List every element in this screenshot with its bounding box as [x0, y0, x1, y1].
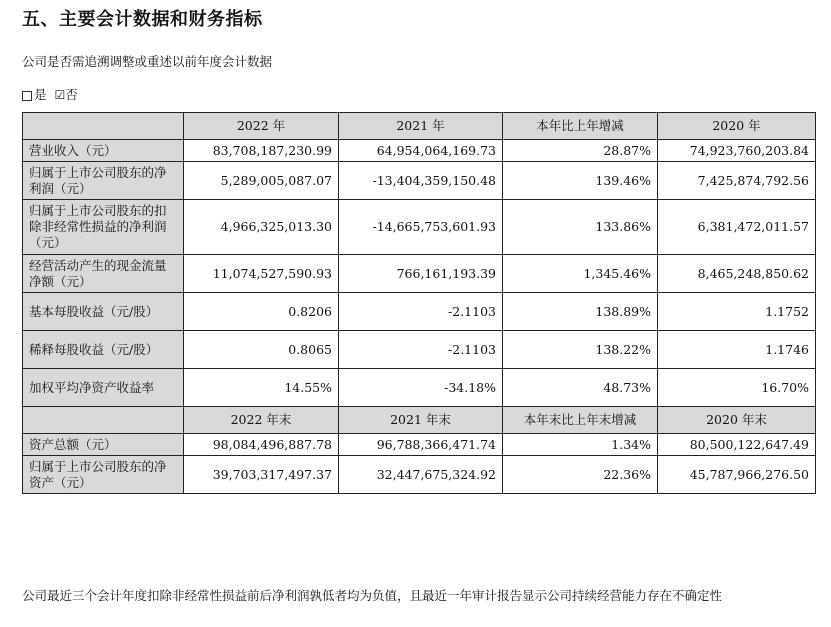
table-row [23, 293, 816, 331]
column-header: 本年末比上年末增减 [503, 407, 658, 434]
column-header: 2021 年 [339, 113, 503, 140]
table-cell: 45,787,966,276.50 [658, 456, 816, 494]
option-no-label: 否 [65, 87, 78, 102]
column-header [23, 407, 184, 434]
footnote: 公司最近三个会计年度扣除非经常性损益前后净利润孰低者均为负值，且最近一年审计报告显示公司持续经营能力存在不确定性 [22, 588, 723, 603]
table-row [23, 200, 816, 255]
table-cell: 11,074,527,590.93 [184, 255, 339, 293]
table-cell: 8,465,248,850.62 [658, 255, 816, 293]
table-cell: 64,954,064,169.73 [339, 140, 503, 162]
row-label: 归属于上市公司股东的扣除非经常性损益的净利润（元） [23, 200, 184, 255]
table2-header-row [23, 407, 816, 434]
checked-box-icon[interactable]: ☑ [54, 88, 66, 102]
unchecked-box-icon[interactable] [22, 91, 32, 101]
row-label: 基本每股收益（元/股） [23, 293, 184, 331]
row-label: 归属于上市公司股东的净资产（元） [23, 456, 184, 494]
table-cell: 138.22% [503, 331, 658, 369]
table1-header-row [23, 113, 816, 140]
table-row [23, 434, 816, 456]
column-header: 2021 年末 [339, 407, 503, 434]
section-title: 五、主要会计数据和财务指标 [22, 9, 263, 30]
table-cell: 83,708,187,230.99 [184, 140, 339, 162]
column-header: 本年比上年增减 [503, 113, 658, 140]
table-cell: 16.70% [658, 369, 816, 407]
row-label: 归属于上市公司股东的净利润（元） [23, 162, 184, 200]
table-row [23, 369, 816, 407]
table-cell: 1.1746 [658, 331, 816, 369]
table-cell: 96,788,366,471.74 [339, 434, 503, 456]
table-cell: 5,289,005,087.07 [184, 162, 339, 200]
table-cell: 32,447,675,324.92 [339, 456, 503, 494]
table-cell: 1,345.46% [503, 255, 658, 293]
table-cell: -14,665,753,601.93 [339, 200, 503, 255]
table-cell: 1.34% [503, 434, 658, 456]
column-header [23, 113, 184, 140]
table-cell: 39,703,317,497.37 [184, 456, 339, 494]
option-yes-label: 是 [34, 87, 47, 102]
table-cell: 6,381,472,011.57 [658, 200, 816, 255]
table-cell: -2.1103 [339, 331, 503, 369]
financial-indicators-table [22, 112, 816, 494]
table-cell: 22.36% [503, 456, 658, 494]
table-cell: -34.18% [339, 369, 503, 407]
table-row [23, 140, 816, 162]
table-cell: 4,966,325,013.30 [184, 200, 339, 255]
table-cell: 74,923,760,203.84 [658, 140, 816, 162]
table-row [23, 255, 816, 293]
table-cell: -2.1103 [339, 293, 503, 331]
retro-adjust-options [22, 85, 78, 103]
retro-adjust-question: 公司是否需追溯调整或重述以前年度会计数据 [22, 54, 273, 69]
table-cell: 766,161,193.39 [339, 255, 503, 293]
column-header: 2022 年末 [184, 407, 339, 434]
table-cell: -13,404,359,150.48 [339, 162, 503, 200]
table-cell: 0.8206 [184, 293, 339, 331]
table-cell: 28.87% [503, 140, 658, 162]
table-cell: 1.1752 [658, 293, 816, 331]
table-cell: 80,500,122,647.49 [658, 434, 816, 456]
table-row [23, 456, 816, 494]
table-cell: 133.86% [503, 200, 658, 255]
column-header: 2020 年末 [658, 407, 816, 434]
row-label: 经营活动产生的现金流量净额（元） [23, 255, 184, 293]
table-cell: 0.8065 [184, 331, 339, 369]
table-row [23, 162, 816, 200]
row-label: 加权平均净资产收益率 [23, 369, 184, 407]
table-row [23, 331, 816, 369]
table-cell: 139.46% [503, 162, 658, 200]
table-cell: 98,084,496,887.78 [184, 434, 339, 456]
table-cell: 14.55% [184, 369, 339, 407]
table-cell: 138.89% [503, 293, 658, 331]
column-header: 2020 年 [658, 113, 816, 140]
row-label: 营业收入（元） [23, 140, 184, 162]
row-label: 稀释每股收益（元/股） [23, 331, 184, 369]
table-cell: 7,425,874,792.56 [658, 162, 816, 200]
row-label: 资产总额（元） [23, 434, 184, 456]
table-cell: 48.73% [503, 369, 658, 407]
column-header: 2022 年 [184, 113, 339, 140]
